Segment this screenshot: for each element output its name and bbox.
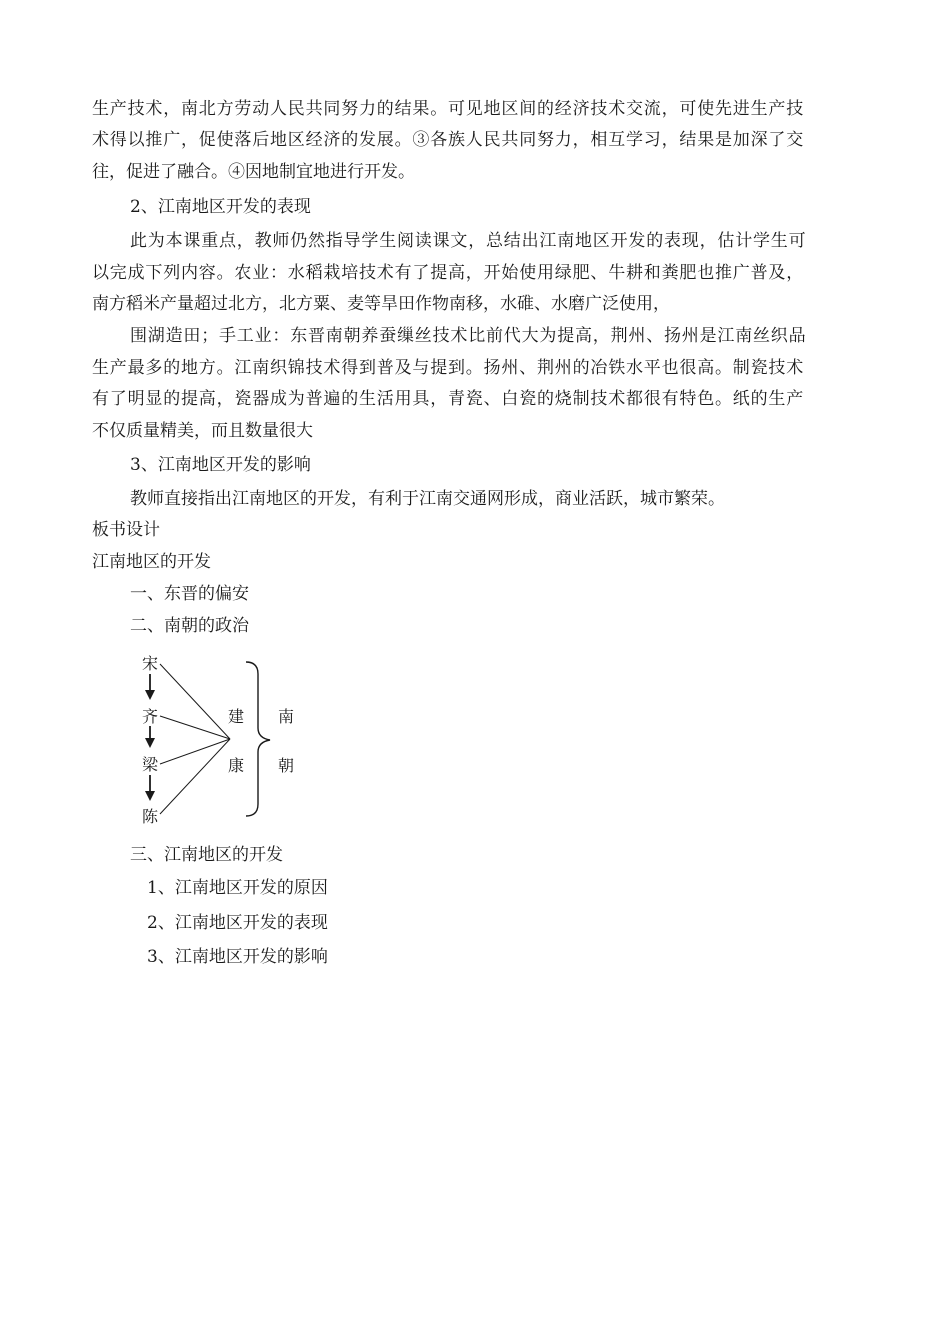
paragraph-2-line-3: 南方稻米产量超过北方，北方粟、麦等旱田作物南移，水碓、水磨广泛使用， (92, 294, 670, 314)
paragraph-1-line-1: 生产技术，南北方劳动人民共同努力的结果。可见地区间的经济技术交流，可使先进生产技 (92, 99, 804, 119)
paragraph-3-line-4: 不仅质量精美，而且数量很大 (92, 421, 313, 441)
board-section-2: 二、南朝的政治 (130, 616, 249, 636)
paragraph-1-line-2: 术得以推广，促使落后地区经济的发展。③各族人民共同努力，相互学习，结果是加深了交 (92, 130, 804, 150)
dynasty-chen: 陈 (142, 807, 159, 826)
dynasty-song: 宋 (142, 654, 159, 673)
board-section-3-item-2: 2、江南地区开发的表现 (147, 913, 328, 933)
curly-brace (246, 662, 270, 816)
group-char-1: 南 (278, 707, 295, 726)
capital-char-1: 建 (228, 707, 245, 726)
board-section-3: 三、江南地区的开发 (130, 845, 283, 865)
section-heading-3: 3、江南地区开发的影响 (130, 455, 311, 475)
board-section-3-item-3: 3、江南地区开发的影响 (147, 947, 328, 967)
board-section-1: 一、东晋的偏安 (130, 584, 249, 604)
paragraph-4: 教师直接指出江南地区的开发，有利于江南交通网形成，商业活跃，城市繁荣。 (130, 489, 725, 509)
paragraph-3-line-1: 围湖造田；手工业：东晋南朝养蚕缫丝技术比前代大为提高，荆州、扬州是江南丝织品 (130, 326, 807, 346)
paragraph-1-line-3: 往，促进了融合。④因地制宜地进行开发。 (92, 162, 415, 182)
capital-char-2: 康 (228, 756, 245, 775)
paragraph-3-line-3: 有了明显的提高，瓷器成为普遍的生活用具，青瓷、白瓷的烧制技术都很有特色。纸的生产 (92, 389, 804, 409)
dynasty-liang: 梁 (142, 755, 159, 774)
group-char-2: 朝 (278, 756, 295, 775)
arrow-head-3 (145, 791, 155, 801)
dynasty-qi: 齐 (142, 707, 159, 726)
paragraph-2-line-2: 以完成下列内容。农业：水稻栽培技术有了提高，开始使用绿肥、牛耕和粪肥也推广普及， (92, 263, 804, 283)
board-title: 江南地区的开发 (92, 552, 211, 572)
board-design-heading: 板书设计 (92, 520, 160, 540)
arrow-head-2 (145, 738, 155, 748)
section-heading-2: 2、江南地区开发的表现 (130, 197, 311, 217)
board-section-3-item-1: 1、江南地区开发的原因 (147, 878, 328, 898)
line-liang-to-capital (160, 739, 230, 764)
paragraph-2-line-1: 此为本课重点，教师仍然指导学生阅读课文，总结出江南地区开发的表现，估计学生可 (130, 231, 807, 251)
southern-dynasties-diagram (138, 654, 308, 830)
arrow-head-1 (145, 690, 155, 700)
paragraph-3-line-2: 生产最多的地方。江南织锦技术得到普及与提到。扬州、荆州的冶铁水平也很高。制瓷技术 (92, 358, 804, 378)
line-chen-to-capital (160, 739, 230, 814)
